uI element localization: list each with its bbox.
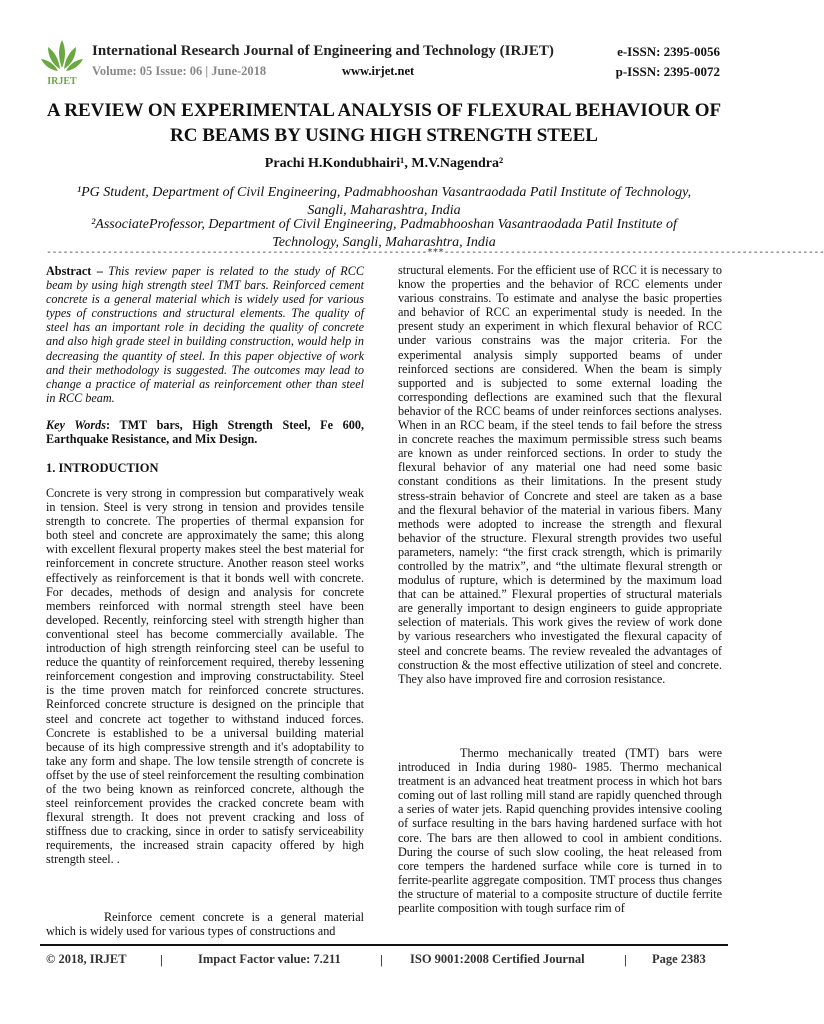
irjet-logo-icon: [40, 38, 84, 88]
p-issn: p-ISSN: 2395-0072: [615, 64, 720, 79]
abstract: [46, 264, 364, 405]
footer-copyright: © 2018, IRJET: [46, 952, 127, 966]
intro-paragraph-3: structural elements. For the efficient use of RCC it is necessary to know the properties and the behavior of RCC elements under various constrains. To estimate and analyse the basic properties and behavior of RCC an experimental study is needed. In the present study an experiment in which flexural behavior of RCC under various constrains was the major criteria. For the experimental analysis simply supported beams of under reinforced sections are considered. When the beam is simply supported and is subjected to some external loading the corresponding deflections are examined such that the flexural behavior of the RCC beams of under reinforces sections analyses. When in an RCC beam, if the steel tends to fail before the stress in concrete reaches the maximum permissible stress such beams are known as under reinforced sections. In order to study the flexural behavior of any material one had need some basic constant conditions as their limitations. In the present study stress-strain behavior of Concrete and steel are taken as a base and the flexural behavior of the material in various fibers. Many methods were adopted to increase the strength and flexural behavior of the structure. Flexural strength provides two useful parameters, namely: “the first crack strength, which is primarily controlled by the matrix”, and “the ultimate flexural strength or modulus of rupture, which is determined by the maximum load that can be attained.” Flexural properties of structural materials are generally important to design engineers to guide appropriate selection of materials. This work gives the review of work done by various researchers who investigated the flexural capacity of steel and concrete beams. The review revealed the advantages of construction & the most effective utilization of steel and concrete. They also have improved fire and corrosion resistance.: [398, 263, 722, 686]
abstract-label: Abstract –: [46, 264, 103, 278]
abstract-text: This review paper is related to the study of RCC beam by using high strength steel TMT bars. Reinforced cement concrete is a general material which is widely used for various types of constructions and structural elements. The quality of steel has an important role in deciding the quality of concrete and also high grade steel in building construction, would help in decreasing the quantity of steel. In this paper objective of work and their methodology is suggested. The outcomes may lead to change a practice of material as reinforcement other than steel in RCC beam.: [46, 264, 364, 405]
keywords-text: : TMT bars, High Strength Steel, Fe 600, Earthquake Resistance, and Mix Design.: [46, 418, 364, 447]
section-heading-introduction: 1. INTRODUCTION: [46, 461, 159, 475]
e-issn: e-ISSN: 2395-0056: [617, 44, 720, 59]
title-line-1: A REVIEW ON EXPERIMENTAL ANALYSIS OF FLEXURAL BEHAVIOUR OF: [46, 100, 722, 121]
footer-iso: ISO 9001:2008 Certified Journal: [410, 952, 585, 966]
journal-website-link[interactable]: www.irjet.net: [342, 64, 415, 78]
authors: Prachi H.Kondubhairi¹, M.V.Nagendra²: [264, 156, 504, 171]
intro-paragraph-4: Thermo mechanically treated (TMT) bars were introduced in India during 1980- 1985. Thermo mechanical treatment is an advanced heat treatment process in which hot bars coming out of last rolling mill stand are rapidly quenched through a series of water jets. Rapid quenching provides intensive cooling of surface resulting in the bars having hardened surface with hot core. The bars are then allowed to cool in ambient conditions. During the course of such slow cooling, the heat released from core tempers the hardened surface while core is turned in to ferrite-pearlite aggregate composition. TMT process thus changes the structure of material to a composite structure of ductile ferrite pearlite composition with tough surface rim of: [398, 746, 722, 916]
intro-paragraph-1: Concrete is very strong in compression but comparatively weak in tension. Steel is very strong in tension and provides tensile strength to concrete. The properties of thermal expansion for both steel and concrete are approximately the same; this along with excellent flexural property makes steel the best material for reinforcement in concrete structure. Another reason steel works effectively as reinforcement is that it bonds well with concrete. For decades, methods of design and analysis for concrete members reinforced with normal strength steel have been developed. Recently, reinforcing steel with strength higher than conventional steel has become commercially available. The introduction of high strength reinforcing steel can be useful to reduce the quantity of reinforcement required, thereby lessening reinforcement congestion and improving constructability. Steel is the time proven match for reinforced concrete structures. Reinforced concrete structure is designed on the principle that steel and concrete act together to withstand induced forces. Concrete is established to be a universal building material because of its high compressive strength and it's adoptability to take any form and shape. The low tensile strength of concrete is offset by the use of steel reinforcement the resulting combination of the two being known as reinforced concrete, although the steel reinforcement provides the cracked concrete beam with flexural strength. It does not prevent cracking and loss of stiffness due to cracking, since in order to satisfy serviceability requirements, the increased strain capacity offered by high strength steel. .: [46, 486, 364, 867]
logo-text: IRJET: [47, 76, 77, 87]
footer-separator: |: [624, 952, 627, 967]
keywords: [46, 418, 364, 446]
footer-impact-factor: Impact Factor value: 7.211: [198, 952, 341, 966]
paper-title: [40, 98, 728, 148]
footer-separator: |: [380, 952, 383, 967]
section-separator: ---------------------------------------------------------------------***---------------------------------------------------------------------: [46, 247, 824, 258]
keywords-label: Key Words: [46, 418, 106, 432]
footer-rule: [40, 944, 728, 946]
title-line-2: RC BEAMS BY USING HIGH STRENGTH STEEL: [170, 125, 598, 146]
footer-page-number: Page 2383: [652, 952, 706, 966]
affiliation-1: ¹PG Student, Department of Civil Engineering, Padmabhooshan Vasantraodada Patil Institute of Technology, Sangli, Maharashtra, India: [76, 185, 692, 218]
intro-paragraph-2: Reinforce cement concrete is a general material which is widely used for various types of constructions and: [46, 910, 364, 939]
volume-issue: Volume: 05 Issue: 06 | June-2018: [92, 64, 267, 78]
footer-separator: |: [160, 952, 163, 967]
journal-name: International Research Journal of Engineering and Technology (IRJET): [92, 43, 554, 59]
affiliation-2: ²AssociateProfessor, Department of Civil Engineering, Padmabhooshan Vasantraodada Patil Institute of Technology, Sangli, Maharashtra, India: [91, 217, 677, 250]
